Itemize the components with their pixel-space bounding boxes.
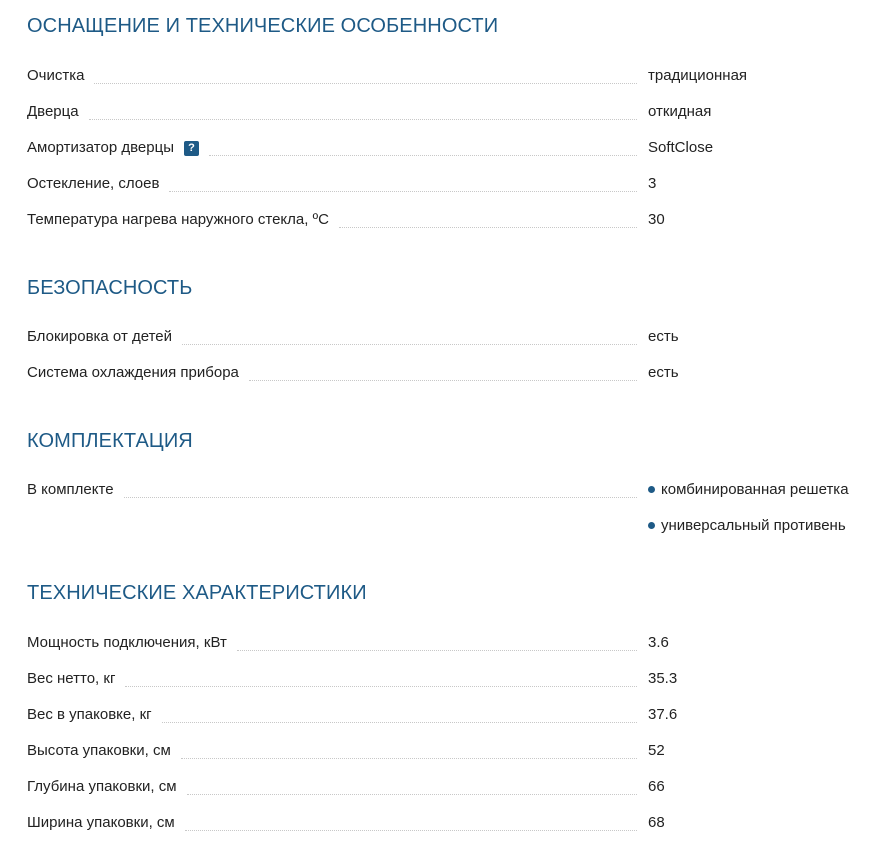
dotted-leader [169,190,637,192]
dotted-leader [182,343,637,345]
list-item [648,516,846,536]
section-title-package: КОМПЛЕКТАЦИЯ [27,430,193,452]
spec-value: откидная [648,103,712,120]
bullet-icon [648,522,655,529]
dotted-leader [125,685,637,687]
spec-row-glass-temperature [27,210,870,230]
help-icon[interactable]: ? [184,141,199,156]
spec-label: Мощность подключения, кВт [27,634,227,651]
spec-row-package-width [27,813,870,833]
dotted-leader [181,757,637,759]
dotted-leader [89,118,637,120]
spec-label: Глубина упаковки, см [27,778,177,795]
list-item [648,480,849,500]
spec-row-gross-weight [27,705,870,725]
spec-label: Вес нетто, кг [27,670,116,687]
spec-label: Остекление, слоев [27,175,160,192]
dotted-leader [94,82,637,84]
spec-value: 52 [648,742,665,759]
spec-value: 66 [648,778,665,795]
spec-row-cooling-system [27,363,870,383]
dotted-leader [124,496,637,498]
spec-value: SoftClose [648,139,714,156]
spec-label: Ширина упаковки, см [27,814,175,831]
dotted-leader [339,226,637,228]
section-title-equipment: ОСНАЩЕНИЕ И ТЕХНИЧЕСКИЕ ОСОБЕННОСТИ [27,15,499,37]
spec-row-door-damper [27,138,870,158]
spec-label: Блокировка от детей [27,328,173,345]
spec-value: 37.6 [648,706,678,723]
spec-label-wrap [27,138,209,158]
spec-value: есть [648,364,679,381]
spec-value: 3 [648,175,657,192]
bullet-icon [648,486,655,493]
section-title-specs: ТЕХНИЧЕСКИЕ ХАРАКТЕРИСТИКИ [27,582,367,604]
spec-value: 30 [648,211,665,228]
spec-row-package-height [27,741,870,761]
dotted-leader [237,649,637,651]
spec-value: 68 [648,814,665,831]
spec-row-package-depth [27,777,870,797]
spec-label: Амортизатор дверцы [27,139,174,156]
spec-value: традиционная [648,67,748,84]
spec-label: Высота упаковки, см [27,742,171,759]
spec-row-glazing [27,174,870,194]
spec-label: Температура нагрева наружного стекла, ºC [27,211,329,228]
spec-value: 3.6 [648,634,669,651]
dotted-leader [249,379,637,381]
spec-label: Вес в упаковке, кг [27,706,152,723]
spec-label: В комплекте [27,481,114,498]
spec-label: Система охлаждения прибора [27,364,239,381]
spec-label: Дверца [27,103,79,120]
dotted-leader [162,721,637,723]
spec-row-power [27,633,870,653]
dotted-leader [187,793,637,795]
list-item-text: комбинированная решетка [661,481,849,498]
spec-label: Очистка [27,67,85,84]
dotted-leader [185,829,637,831]
spec-value: есть [648,328,679,345]
spec-row-door [27,102,870,122]
spec-row-cleaning [27,66,870,86]
list-item-text: универсальный противень [661,517,846,534]
spec-value: 35.3 [648,670,678,687]
dotted-leader [209,154,637,156]
spec-row-net-weight [27,669,870,689]
section-title-safety: БЕЗОПАСНОСТЬ [27,277,193,299]
spec-row-child-lock [27,327,870,347]
